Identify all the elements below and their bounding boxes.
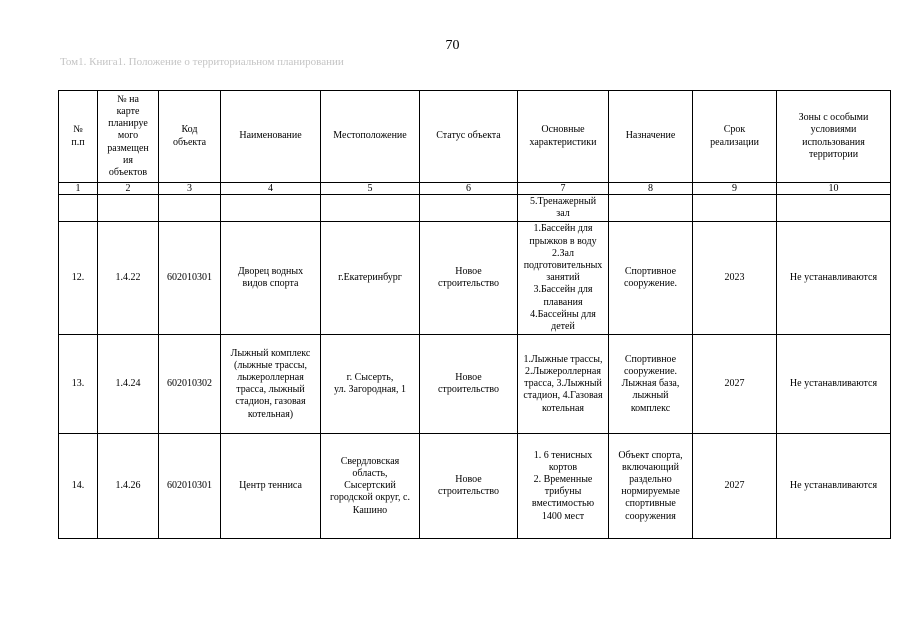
column-number: 3	[159, 183, 221, 195]
column-number: 4	[221, 183, 321, 195]
table-row	[59, 195, 891, 222]
page-number: 70	[445, 38, 460, 53]
table-cell: Новое строительство	[420, 222, 518, 335]
header-cell: Основные характеристики	[518, 91, 609, 183]
table-cell: г. Сысерть, ул. Загородная, 1	[321, 335, 420, 434]
table-cell	[59, 195, 98, 222]
table-cell: 1. 6 тенисных кортов 2. Временные трибуны вместимостью 1400 мест	[518, 434, 609, 539]
column-number: 1	[59, 183, 98, 195]
column-number: 7	[518, 183, 609, 195]
table-cell	[159, 195, 221, 222]
column-number: 2	[98, 183, 159, 195]
table-cell: 14.	[59, 434, 98, 539]
table-cell	[321, 195, 420, 222]
table-cell: 1.4.24	[98, 335, 159, 434]
table-cell: г.Екатеринбург	[321, 222, 420, 335]
running-head: Том1. Книга1. Положение о территориальном планировании	[60, 56, 344, 68]
table-cell: Новое строительство	[420, 335, 518, 434]
header-cell: Местоположение	[321, 91, 420, 183]
table-cell: 602010301	[159, 434, 221, 539]
header-row	[59, 91, 891, 183]
table-cell: 2027	[693, 434, 777, 539]
table-cell: Не устанавливаются	[777, 222, 891, 335]
table-cell: 5.Тренажерный зал	[518, 195, 609, 222]
header-cell: Наименование	[221, 91, 321, 183]
table-cell	[777, 195, 891, 222]
table-cell: 2023	[693, 222, 777, 335]
column-number: 9	[693, 183, 777, 195]
header-cell: № на карте планируе мого размещен ия объектов	[98, 91, 159, 183]
table-cell: 602010301	[159, 222, 221, 335]
table-cell	[693, 195, 777, 222]
header-cell: № п.п	[59, 91, 98, 183]
planning-table	[58, 90, 891, 539]
table-cell: Не устанавливаются	[777, 434, 891, 539]
table-cell: 1.Бассейн для прыжков в воду 2.Зал подготовительных занятий 3.Бассейн для плавания 4.Бассейны для детей	[518, 222, 609, 335]
column-number-row	[59, 183, 891, 195]
table-cell: 1.4.26	[98, 434, 159, 539]
column-number: 10	[777, 183, 891, 195]
header-cell: Зоны с особыми условиями использования территории	[777, 91, 891, 183]
header-cell: Статус объекта	[420, 91, 518, 183]
table-cell: 2027	[693, 335, 777, 434]
table-cell	[420, 195, 518, 222]
table-cell: 602010302	[159, 335, 221, 434]
table-cell: Лыжный комплекс (лыжные трассы, лыжероллерная трасса, лыжный стадион, газовая котельная)	[221, 335, 321, 434]
header-cell: Срок реализации	[693, 91, 777, 183]
header-cell: Код объекта	[159, 91, 221, 183]
table-cell: Центр тенниса	[221, 434, 321, 539]
table-row	[59, 335, 891, 434]
table-row	[59, 434, 891, 539]
table-cell: 13.	[59, 335, 98, 434]
table-cell: Объект спорта, включающий раздельно нормируемые спортивные сооружения	[609, 434, 693, 539]
column-number: 6	[420, 183, 518, 195]
table-cell: Не устанавливаются	[777, 335, 891, 434]
table-cell: 1.Лыжные трассы, 2.Лыжероллерная трасса, 3.Лыжный стадион, 4.Газовая котельная	[518, 335, 609, 434]
column-number: 5	[321, 183, 420, 195]
table-cell: Спортивное сооружение. Лыжная база, лыжный комплекс	[609, 335, 693, 434]
table-cell	[609, 195, 693, 222]
table-cell: Дворец водных видов спорта	[221, 222, 321, 335]
table-cell: Новое строительство	[420, 434, 518, 539]
table-cell	[221, 195, 321, 222]
table-row	[59, 222, 891, 335]
header-cell: Назначение	[609, 91, 693, 183]
table-cell: 1.4.22	[98, 222, 159, 335]
column-number: 8	[609, 183, 693, 195]
table-cell: Спортивное сооружение.	[609, 222, 693, 335]
table-cell	[98, 195, 159, 222]
table-cell: 12.	[59, 222, 98, 335]
table-cell: Свердловская область, Сысертский городской округ, с. Кашино	[321, 434, 420, 539]
